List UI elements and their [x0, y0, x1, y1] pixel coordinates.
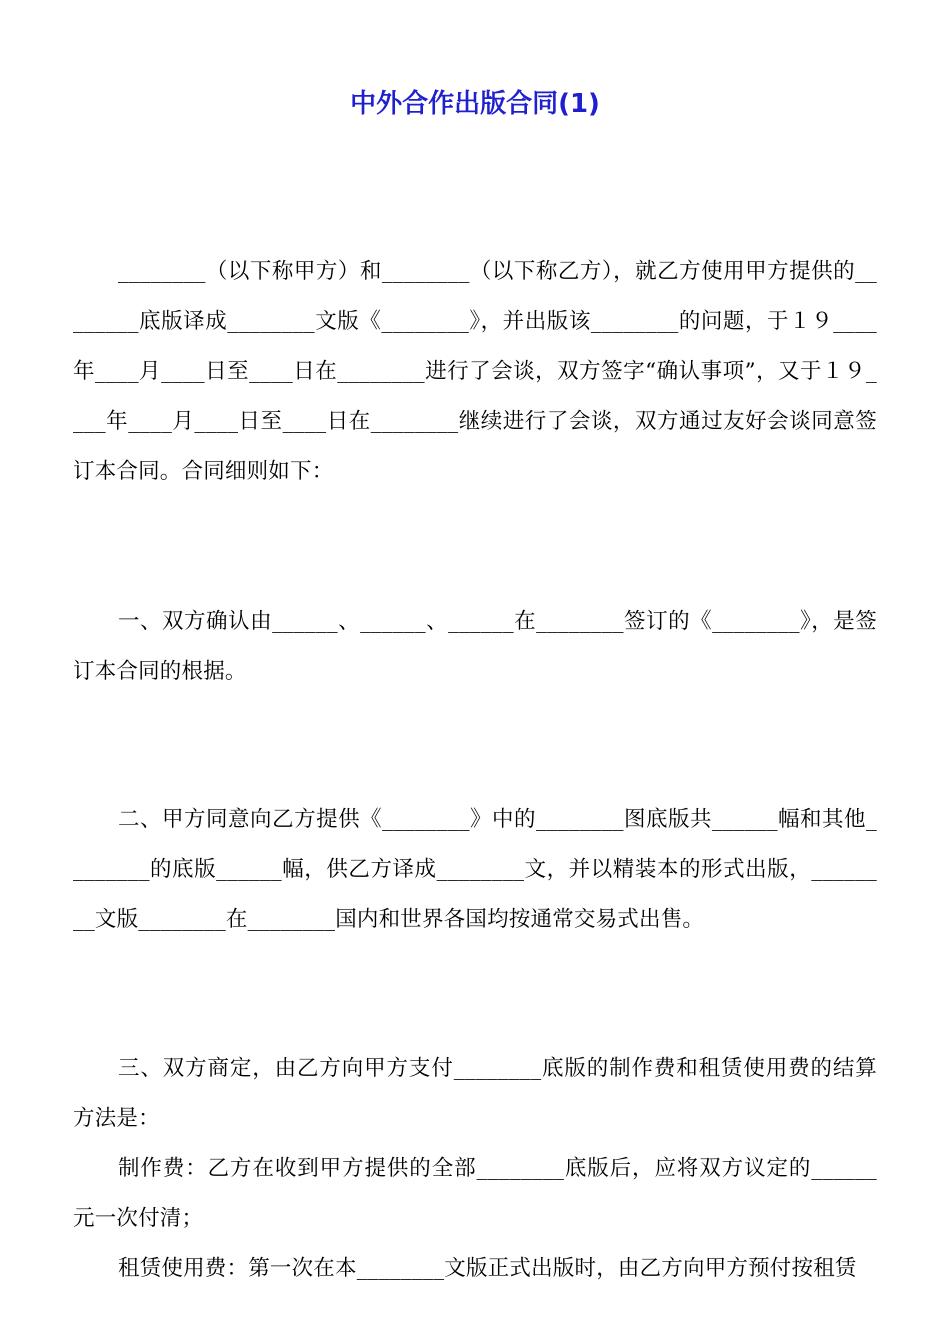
rental-fee-paragraph: 租赁使用费：第一次在本________文版正式出版时，由乙方向甲方预付按租赁 [118, 1255, 857, 1281]
production-fee-paragraph: 制作费：乙方在收到甲方提供的全部________底版后，应将双方议定的______元一次付清； [73, 1155, 877, 1231]
clause-3-paragraph: 三、双方商定，由乙方向甲方支付________底版的制作费和租赁使用费的结算方法是： [73, 1055, 877, 1131]
contract-title: 中外合作出版合同(1) [350, 89, 600, 119]
clause-2-paragraph: 二、甲方同意向乙方提供《________》中的________图底版共______幅和其他________的底版______幅，供乙方译成________文，并以精装本的形式出版，________文版________在________国内和世界各国均按通常交易式出售。 [73, 806, 877, 932]
intro-paragraph: ________（以下称甲方）和________（以下称乙方），就乙方使用甲方提供的________底版译成________文版《________》，并出版该________的问题，于１９____年____月____日至____日在________进行了会谈，双方签字“确认事项”，又于１９____年____月____日至____日在________继续进行了会谈，双方通过友好会谈同意签订本合同。合同细则如下： [73, 258, 877, 484]
clause-1-paragraph: 一、双方确认由______、______、______在________签订的《________》，是签订本合同的根据。 [73, 608, 877, 684]
